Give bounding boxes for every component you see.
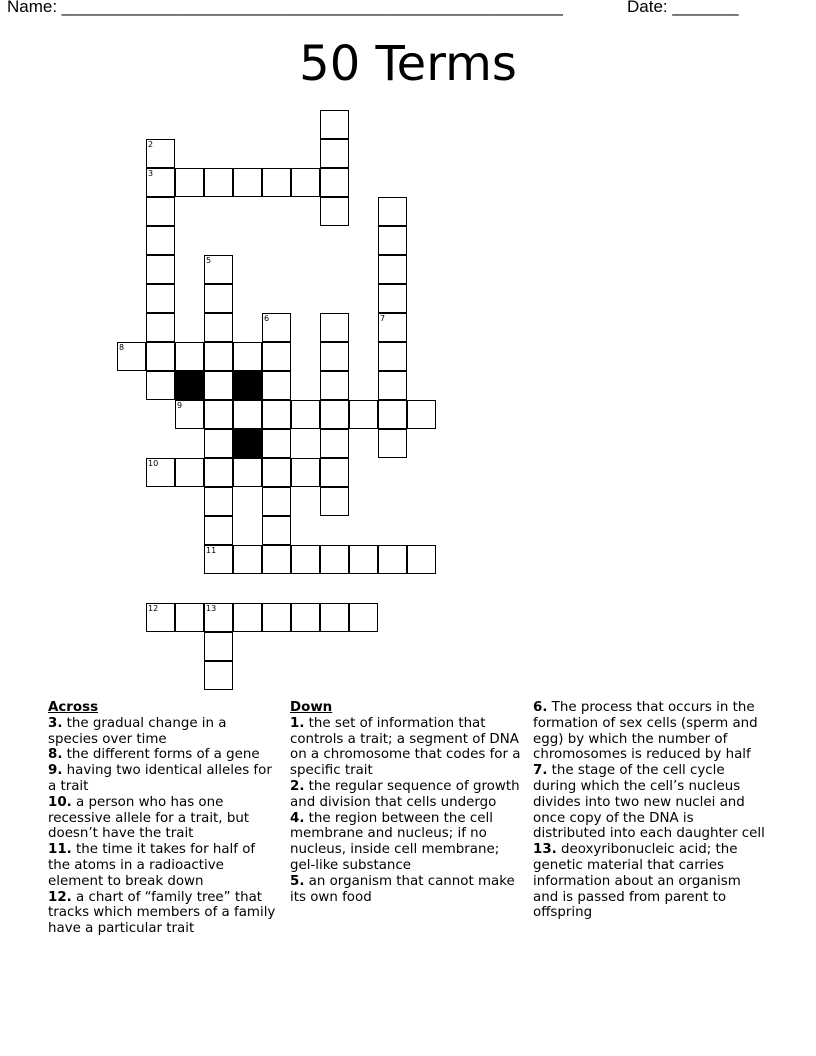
clue-number-label: 11. <box>48 842 72 858</box>
down-clues-col-2 <box>533 700 769 921</box>
clue-text: the gradual change in a species over time <box>48 715 227 747</box>
grid-cell[interactable] <box>204 371 233 400</box>
grid-cell[interactable] <box>204 458 233 487</box>
clue-number-label: 8. <box>48 747 63 763</box>
grid-cell[interactable] <box>233 458 262 487</box>
clue-number: 10 <box>148 459 159 468</box>
grid-block <box>175 371 204 400</box>
down-clue <box>533 763 769 842</box>
clue-number-label: 2. <box>290 778 305 794</box>
grid-cell[interactable] <box>262 313 291 342</box>
clue-text: having two identical alleles for a trait <box>48 763 272 794</box>
clue-number: 2 <box>148 140 154 149</box>
grid-cell[interactable] <box>378 226 407 255</box>
grid-cell[interactable] <box>204 661 233 690</box>
grid-cell[interactable] <box>175 342 204 371</box>
grid-cell[interactable] <box>407 400 436 429</box>
grid-cell[interactable] <box>320 400 349 429</box>
grid-cell[interactable] <box>320 110 349 139</box>
clue-text: a person who has one recessive allele for a trait, but doesn’t have the trait <box>48 794 250 842</box>
clue-text: the set of information that controls a trait; a segment of DNA on a chromosome that codes for a specific trait <box>290 715 521 779</box>
grid-cell[interactable] <box>291 603 320 632</box>
clue-number-label: 7. <box>533 763 548 779</box>
grid-cell[interactable] <box>262 487 291 516</box>
grid-cell[interactable] <box>204 516 233 545</box>
grid-cell[interactable] <box>378 197 407 226</box>
down-clues-col-1 <box>290 700 526 905</box>
down-heading: Down <box>290 700 333 715</box>
grid-cell[interactable] <box>175 168 204 197</box>
grid-cell[interactable] <box>378 545 407 574</box>
across-heading: Across <box>48 700 99 715</box>
grid-cell[interactable] <box>262 371 291 400</box>
date-field[interactable]: Date: _______ <box>627 0 739 16</box>
grid-cell[interactable] <box>146 226 175 255</box>
grid-cell[interactable] <box>204 313 233 342</box>
across-clue <box>48 795 276 842</box>
grid-cell[interactable] <box>320 313 349 342</box>
grid-cell[interactable] <box>378 255 407 284</box>
clue-number-label: 4. <box>290 810 305 826</box>
grid-cell[interactable] <box>349 400 378 429</box>
grid-cell[interactable] <box>320 197 349 226</box>
grid-cell[interactable] <box>320 429 349 458</box>
down-clue <box>290 779 526 811</box>
clue-number-label: 9. <box>48 763 63 779</box>
grid-cell[interactable] <box>320 371 349 400</box>
grid-cell[interactable] <box>291 400 320 429</box>
clue-number-label: 1. <box>290 715 305 731</box>
grid-cell[interactable] <box>262 429 291 458</box>
across-clue <box>48 842 276 889</box>
grid-cell[interactable] <box>204 168 233 197</box>
grid-cell[interactable] <box>233 342 262 371</box>
grid-cell[interactable] <box>378 284 407 313</box>
grid-cell[interactable] <box>320 487 349 516</box>
grid-cell[interactable] <box>291 168 320 197</box>
grid-cell[interactable] <box>320 342 349 371</box>
grid-cell[interactable] <box>233 168 262 197</box>
grid-cell[interactable] <box>378 400 407 429</box>
grid-cell[interactable] <box>175 458 204 487</box>
clue-text: deoxyribonucleic acid; the genetic material that carries information about an organism and is passed from parent to offspring <box>533 842 741 921</box>
page-title: 50 Terms <box>299 36 517 92</box>
grid-cell[interactable] <box>320 139 349 168</box>
grid-cell[interactable] <box>291 545 320 574</box>
across-clue <box>48 763 276 795</box>
grid-cell[interactable] <box>146 313 175 342</box>
grid-cell[interactable] <box>262 458 291 487</box>
grid-cell[interactable] <box>233 400 262 429</box>
grid-cell[interactable] <box>378 429 407 458</box>
grid-cell[interactable] <box>291 458 320 487</box>
grid-cell[interactable] <box>262 342 291 371</box>
grid-cell[interactable] <box>204 400 233 429</box>
down-clue <box>533 700 769 763</box>
clue-text: a chart of “family tree” that tracks which members of a family have a particular trait <box>48 889 276 937</box>
down-clue-list-continued <box>533 700 769 921</box>
grid-cell[interactable] <box>262 400 291 429</box>
clue-text: The process that occurs in the formation of sex cells (sperm and egg) by which the number of chromosomes is reduced by half <box>533 700 758 763</box>
grid-cell[interactable] <box>349 545 378 574</box>
grid-cell[interactable] <box>146 197 175 226</box>
grid-cell[interactable] <box>204 342 233 371</box>
grid-cell[interactable] <box>407 545 436 574</box>
clue-number-label: 5. <box>290 873 305 889</box>
down-clue-list <box>290 716 526 906</box>
clue-number: 5 <box>206 256 212 265</box>
across-clues <box>48 700 276 937</box>
across-clue <box>48 716 276 748</box>
clue-text: the different forms of a gene <box>62 747 260 763</box>
clue-number-label: 10. <box>48 794 72 810</box>
grid-cell[interactable] <box>233 603 262 632</box>
clue-number: 6 <box>264 314 270 323</box>
down-clue <box>290 811 526 874</box>
down-clue <box>290 716 526 779</box>
grid-cell[interactable] <box>204 632 233 661</box>
grid-cell[interactable] <box>175 400 204 429</box>
across-clue <box>48 890 276 937</box>
clue-number: 3 <box>148 169 154 178</box>
grid-cell[interactable] <box>320 458 349 487</box>
grid-cell[interactable] <box>146 284 175 313</box>
clue-number-label: 6. <box>533 700 548 715</box>
grid-cell[interactable] <box>262 603 291 632</box>
grid-cell[interactable] <box>204 603 233 632</box>
grid-cell[interactable] <box>204 255 233 284</box>
grid-cell[interactable] <box>204 545 233 574</box>
grid-cell[interactable] <box>175 603 204 632</box>
grid-cell[interactable] <box>146 342 175 371</box>
name-field[interactable]: Name: _____________________________________________________ <box>7 0 563 16</box>
grid-cell[interactable] <box>146 371 175 400</box>
grid-cell[interactable] <box>146 458 175 487</box>
grid-cell[interactable] <box>262 545 291 574</box>
grid-cell[interactable] <box>233 545 262 574</box>
grid-cell[interactable] <box>262 168 291 197</box>
clue-text: the stage of the cell cycle during which the cell’s nucleus divides into two new nuclei and once copy of the DNA is distributed into each daughter cell <box>533 763 765 842</box>
across-clue-list <box>48 716 276 937</box>
grid-cell[interactable] <box>204 487 233 516</box>
grid-cell[interactable] <box>146 168 175 197</box>
grid-cell[interactable] <box>146 139 175 168</box>
down-clue <box>533 842 769 921</box>
grid-cell[interactable] <box>146 255 175 284</box>
clue-number: 8 <box>119 343 125 352</box>
clue-text: the region between the cell membrane and nucleus; if no nucleus, inside cell membrane; gel-like substance <box>290 810 500 873</box>
grid-cell[interactable] <box>320 603 349 632</box>
grid-cell[interactable] <box>378 313 407 342</box>
clue-text: an organism that cannot make its own food <box>290 873 515 905</box>
clue-number: 9 <box>177 401 183 410</box>
grid-cell[interactable] <box>320 545 349 574</box>
grid-cell[interactable] <box>204 429 233 458</box>
grid-cell[interactable] <box>320 168 349 197</box>
clue-number: 13 <box>206 604 217 613</box>
grid-block <box>233 429 262 458</box>
grid-cell[interactable] <box>378 342 407 371</box>
grid-cell[interactable] <box>146 603 175 632</box>
clue-number: 7 <box>380 314 386 323</box>
clue-number-label: 12. <box>48 889 72 905</box>
grid-cell[interactable] <box>117 342 146 371</box>
clue-number-label: 13. <box>533 842 557 858</box>
clue-number: 11 <box>206 546 217 555</box>
clue-text: the time it takes for half of the atoms in a radioactive element to break down <box>48 842 256 889</box>
grid-cell[interactable] <box>378 371 407 400</box>
clue-number: 12 <box>148 604 159 613</box>
clue-text: the regular sequence of growth and division that cells undergo <box>290 778 520 810</box>
grid-block <box>233 371 262 400</box>
grid-cell[interactable] <box>262 516 291 545</box>
clue-number-label: 3. <box>48 715 63 731</box>
grid-cell[interactable] <box>204 284 233 313</box>
grid-cell[interactable] <box>349 603 378 632</box>
down-clue <box>290 874 526 906</box>
across-clue <box>48 747 276 763</box>
